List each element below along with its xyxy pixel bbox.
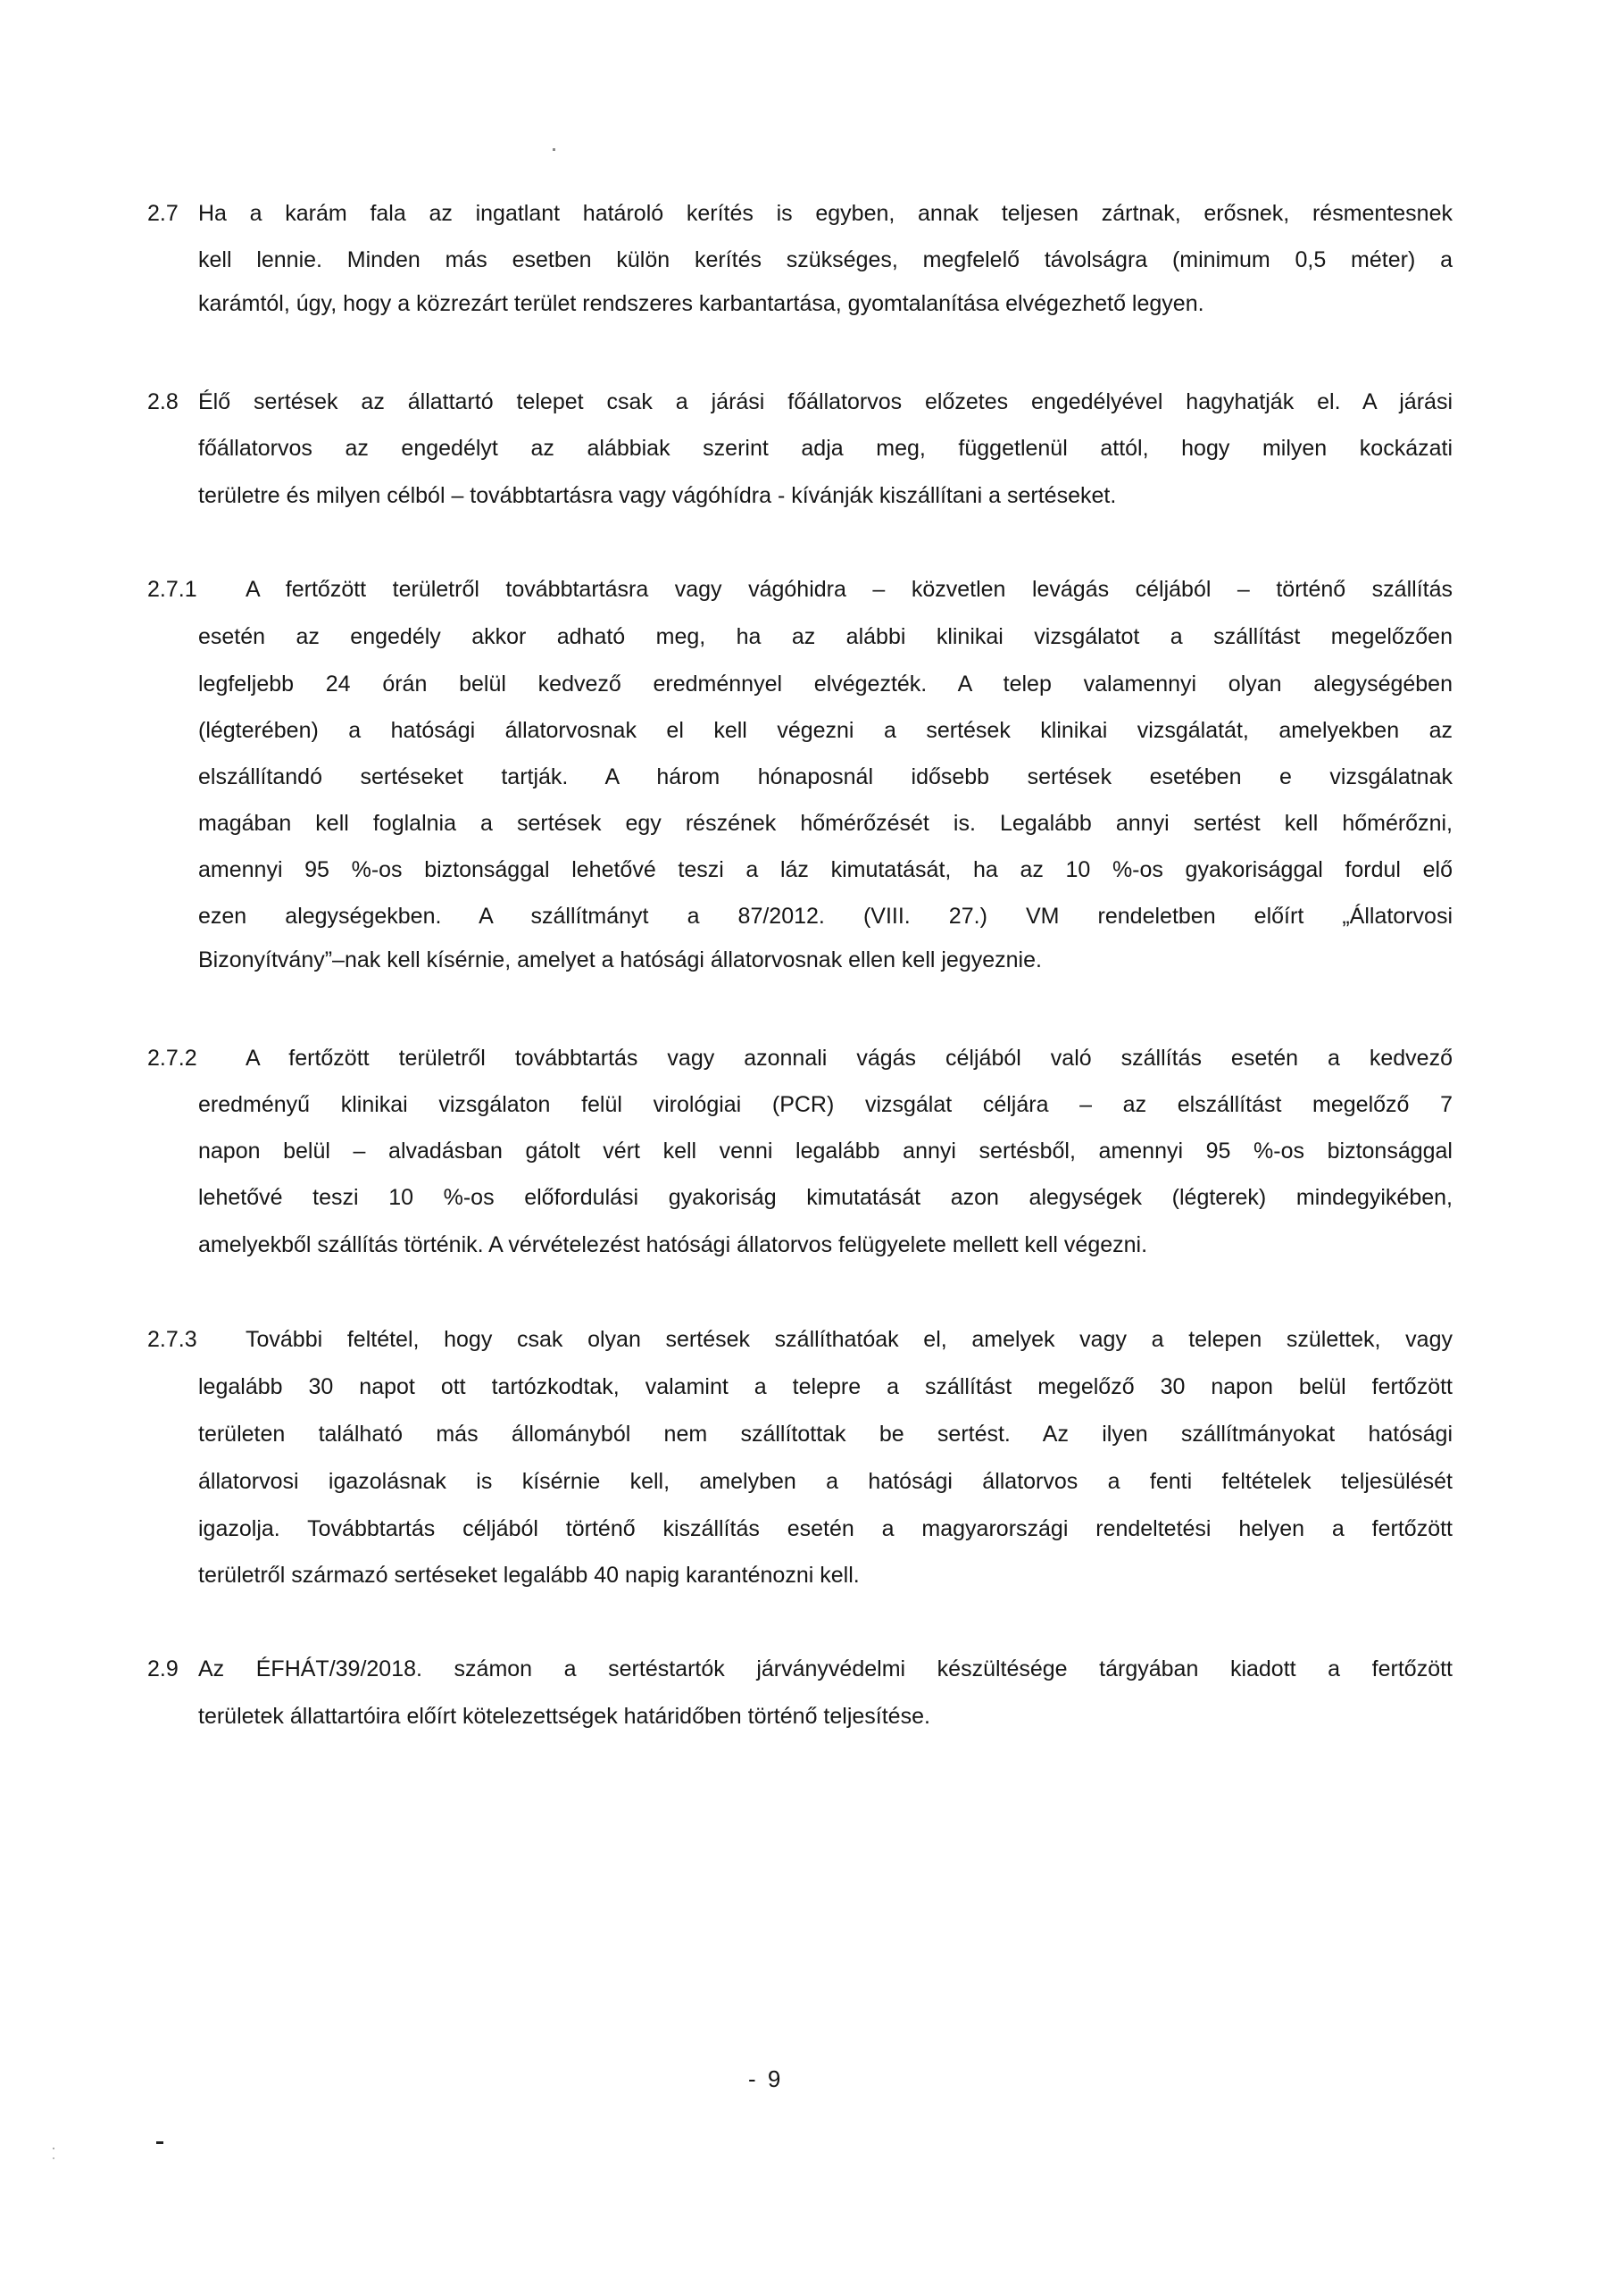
paragraph-line: területről származó sertéseket legalább 40 napig karanténozni kell. (198, 1563, 860, 1588)
paragraph-line: területen található más állományból nem szállítottak be sertést. Az ilyen szállítmányokat hatósági (198, 1422, 1453, 1447)
section-number: 2.7.3 (147, 1327, 197, 1352)
paragraph-line: elszállítandó sertéseket tartják. A három hónaposnál idősebb sertések esetében e vizsgálatnak (198, 764, 1453, 789)
paragraph-line: A fertőzött területről továbbtartásra vagy vágóhidra – közvetlen levágás céljából – történő szállítás (246, 577, 1453, 602)
section-number: 2.9 (147, 1656, 179, 1681)
paragraph-line: legfeljebb 24 órán belül kedvező eredménnyel elvégezték. A telep valamennyi olyan alegységében (198, 672, 1453, 697)
section-number: 2.8 (147, 389, 179, 414)
paragraph-line: igazolja. Továbbtartás céljából történő kiszállítás esetén a magyarországi rendeltetési helyen a fertőzött (198, 1516, 1453, 1541)
paragraph-line: eredményű klinikai vizsgálaton felül virológiai (PCR) vizsgálat céljára – az elszállítást megelőző 7 (198, 1092, 1453, 1117)
paragraph-line: esetén az engedély akkor adható meg, ha az alábbi klinikai vizsgálatot a szállítást megelőzően (198, 624, 1453, 649)
scan-speck (53, 2148, 54, 2149)
paragraph-line: magában kell foglalnia a sertések egy részének hőmérőzését is. Legalább annyi sertést kell hőmérőzni, (198, 811, 1453, 836)
paragraph-line: Az ÉFHÁT/39/2018. számon a sertéstartók járványvédelmi készültésége tárgyában kiadott a fertőzött (198, 1656, 1453, 1681)
paragraph-line: Élő sertések az állattartó telepet csak a járási főállatorvos előzetes engedélyével hagyhatják el. A járási (198, 389, 1453, 414)
page-number: - 9 (748, 2065, 784, 2092)
paragraph-line: lehetővé teszi 10 %-os előfordulási gyakoriság kimutatását azon alegységek (légterek) mindegyikében, (198, 1185, 1453, 1210)
paragraph-line: További feltétel, hogy csak olyan sertések szállíthatóak el, amelyek vagy a telepen születtek, vagy (246, 1327, 1453, 1352)
scan-speck (53, 2157, 54, 2159)
paragraph-line: főállatorvos az engedélyt az alábbiak szerint adja meg, függetlenül attól, hogy milyen kockázati (198, 436, 1453, 461)
paragraph-line: (légterében) a hatósági állatorvosnak el kell végezni a sertések klinikai vizsgálatát, amelyekben az (198, 718, 1453, 743)
scan-dash-mark (156, 2141, 163, 2144)
paragraph-line: Bizonyítvány”–nak kell kísérnie, amelyet a hatósági állatorvosnak ellen kell jegyeznie. (198, 947, 1042, 972)
scan-speck (553, 148, 555, 151)
section-number: 2.7 (147, 201, 179, 226)
paragraph-line: amennyi 95 %-os biztonsággal lehetővé teszi a láz kimutatását, ha az 10 %-os gyakorisággal fordul elő (198, 857, 1453, 882)
paragraph-line: amelyekből szállítás történik. A vérvételezést hatósági állatorvos felügyelete mellett kell végezni. (198, 1232, 1148, 1257)
paragraph-line: területre és milyen célból – továbbtartásra vagy vágóhídra - kívánják kiszállítani a sertéseket. (198, 483, 1117, 508)
paragraph-line: ezen alegységekben. A szállítmányt a 87/2012. (VIII. 27.) VM rendeletben előírt „Állatorvosi (198, 904, 1453, 929)
section-number: 2.7.1 (147, 577, 197, 602)
paragraph-line: A fertőzött területről továbbtartás vagy azonnali vágás céljából való szállítás esetén a kedvező (246, 1046, 1453, 1071)
paragraph-line: karámtól, úgy, hogy a közrezárt terület rendszeres karbantartása, gyomtalanítása elvégezhető legyen. (198, 291, 1204, 316)
paragraph-line: napon belül – alvadásban gátolt vért kell venni legalább annyi sertésből, amennyi 95 %-os biztonsággal (198, 1139, 1453, 1164)
paragraph-line: Ha a karám fala az ingatlant határoló kerítés is egyben, annak teljesen zártnak, erősnek, résmentesnek (198, 201, 1453, 226)
paragraph-line: legalább 30 napot ott tartózkodtak, valamint a telepre a szállítást megelőző 30 napon belül fertőzött (198, 1374, 1453, 1399)
paragraph-line: állatorvosi igazolásnak is kísérnie kell, amelyben a hatósági állatorvos a fenti feltételek teljesülését (198, 1469, 1453, 1494)
paragraph-line: kell lennie. Minden más esetben külön kerítés szükséges, megfelelő távolságra (minimum 0,5 méter) a (198, 247, 1453, 272)
paragraph-line: területek állattartóira előírt kötelezettségek határidőben történő teljesítése. (198, 1704, 930, 1729)
section-number: 2.7.2 (147, 1046, 197, 1071)
